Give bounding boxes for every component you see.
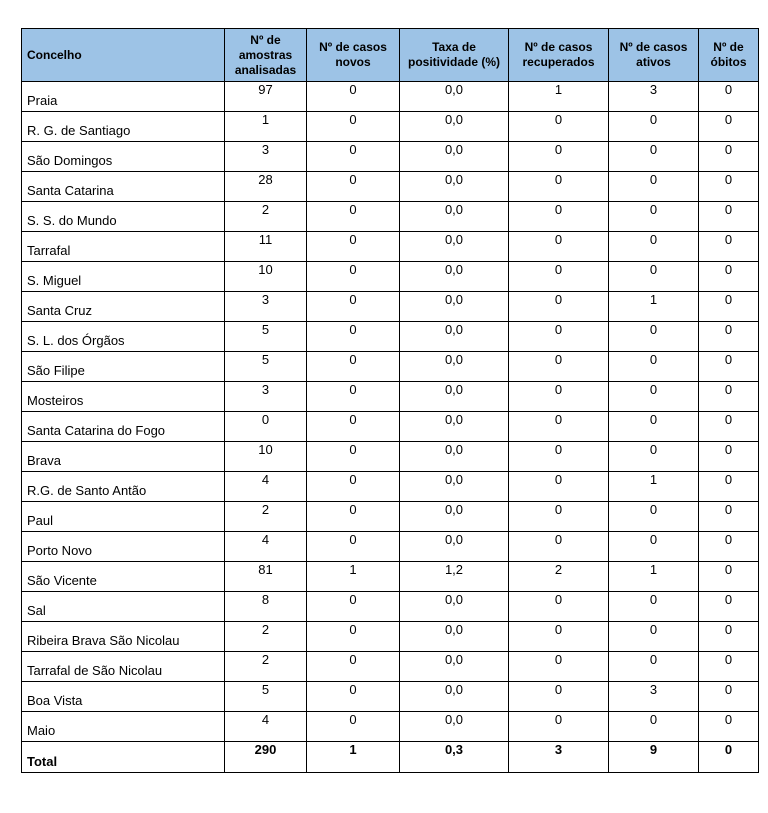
cell-taxa-positividade: 0,0 <box>400 502 509 532</box>
table-header <box>22 29 759 82</box>
cell-casos-recuperados: 0 <box>509 232 609 262</box>
cell-casos-ativos: 1 <box>609 292 699 322</box>
cell-amostras: 0 <box>225 412 307 442</box>
table-row <box>22 562 759 592</box>
cell-casos-recuperados: 0 <box>509 172 609 202</box>
cell-casos-novos: 0 <box>307 682 400 712</box>
cell-casos-recuperados: 0 <box>509 412 609 442</box>
cell-casos-ativos: 0 <box>609 352 699 382</box>
table-row <box>22 322 759 352</box>
header-casos-recuperados: Nº de casos recuperados <box>509 29 609 82</box>
total-cell-casos-ativos: 9 <box>609 742 699 773</box>
cell-obitos: 0 <box>699 712 759 742</box>
cell-obitos: 0 <box>699 382 759 412</box>
table-row <box>22 232 759 262</box>
table-row <box>22 592 759 622</box>
cell-casos-novos: 0 <box>307 382 400 412</box>
table-row <box>22 82 759 112</box>
cell-concelho: São Domingos <box>22 142 225 172</box>
table-row <box>22 502 759 532</box>
cell-casos-novos: 0 <box>307 712 400 742</box>
cell-casos-recuperados: 0 <box>509 322 609 352</box>
table-row <box>22 202 759 232</box>
cell-casos-ativos: 0 <box>609 412 699 442</box>
cell-taxa-positividade: 0,0 <box>400 292 509 322</box>
cell-casos-recuperados: 0 <box>509 592 609 622</box>
cell-taxa-positividade: 0,0 <box>400 262 509 292</box>
cell-casos-recuperados: 0 <box>509 502 609 532</box>
cell-taxa-positividade: 0,0 <box>400 472 509 502</box>
cell-obitos: 0 <box>699 352 759 382</box>
covid-table <box>21 28 759 773</box>
cell-obitos: 0 <box>699 652 759 682</box>
cell-casos-ativos: 0 <box>609 172 699 202</box>
cell-amostras: 5 <box>225 352 307 382</box>
header-casos-ativos: Nº de casos ativos <box>609 29 699 82</box>
cell-concelho: Santa Catarina do Fogo <box>22 412 225 442</box>
total-cell-casos-novos: 1 <box>307 742 400 773</box>
cell-casos-ativos: 3 <box>609 82 699 112</box>
cell-concelho: Brava <box>22 442 225 472</box>
cell-casos-novos: 0 <box>307 172 400 202</box>
cell-concelho: Tarrafal de São Nicolau <box>22 652 225 682</box>
cell-amostras: 2 <box>225 622 307 652</box>
cell-obitos: 0 <box>699 592 759 622</box>
cell-amostras: 97 <box>225 82 307 112</box>
cell-concelho: S. Miguel <box>22 262 225 292</box>
cell-obitos: 0 <box>699 82 759 112</box>
cell-casos-recuperados: 0 <box>509 682 609 712</box>
cell-casos-recuperados: 0 <box>509 292 609 322</box>
cell-concelho: São Vicente <box>22 562 225 592</box>
cell-amostras: 10 <box>225 442 307 472</box>
cell-taxa-positividade: 1,2 <box>400 562 509 592</box>
cell-casos-novos: 0 <box>307 592 400 622</box>
cell-casos-ativos: 0 <box>609 652 699 682</box>
cell-amostras: 81 <box>225 562 307 592</box>
cell-casos-novos: 0 <box>307 322 400 352</box>
header-obitos: Nº de óbitos <box>699 29 759 82</box>
cell-concelho: R. G. de Santiago <box>22 112 225 142</box>
table-row <box>22 382 759 412</box>
cell-casos-recuperados: 0 <box>509 442 609 472</box>
cell-casos-novos: 0 <box>307 352 400 382</box>
header-taxa-positividade: Taxa de positividade (%) <box>400 29 509 82</box>
cell-concelho: Ribeira Brava São Nicolau <box>22 622 225 652</box>
cell-amostras: 5 <box>225 322 307 352</box>
cell-casos-novos: 0 <box>307 292 400 322</box>
cell-taxa-positividade: 0,0 <box>400 352 509 382</box>
cell-concelho: Tarrafal <box>22 232 225 262</box>
cell-taxa-positividade: 0,0 <box>400 412 509 442</box>
cell-amostras: 4 <box>225 472 307 502</box>
cell-amostras: 28 <box>225 172 307 202</box>
cell-casos-ativos: 0 <box>609 592 699 622</box>
cell-casos-ativos: 0 <box>609 232 699 262</box>
cell-amostras: 5 <box>225 682 307 712</box>
header-amostras: Nº de amostras analisadas <box>225 29 307 82</box>
cell-casos-ativos: 0 <box>609 142 699 172</box>
table-row <box>22 652 759 682</box>
table-body <box>22 82 759 773</box>
cell-amostras: 10 <box>225 262 307 292</box>
cell-casos-recuperados: 0 <box>509 112 609 142</box>
cell-concelho: R.G. de Santo Antão <box>22 472 225 502</box>
cell-casos-recuperados: 0 <box>509 532 609 562</box>
cell-casos-ativos: 1 <box>609 472 699 502</box>
cell-taxa-positividade: 0,0 <box>400 592 509 622</box>
cell-casos-recuperados: 2 <box>509 562 609 592</box>
cell-casos-novos: 0 <box>307 442 400 472</box>
cell-casos-novos: 0 <box>307 502 400 532</box>
cell-casos-ativos: 0 <box>609 202 699 232</box>
cell-obitos: 0 <box>699 442 759 472</box>
cell-taxa-positividade: 0,0 <box>400 622 509 652</box>
cell-casos-recuperados: 1 <box>509 82 609 112</box>
cell-obitos: 0 <box>699 142 759 172</box>
cell-obitos: 0 <box>699 412 759 442</box>
cell-amostras: 2 <box>225 652 307 682</box>
cell-amostras: 4 <box>225 532 307 562</box>
cell-concelho: São Filipe <box>22 352 225 382</box>
cell-concelho: S. L. dos Órgãos <box>22 322 225 352</box>
cell-casos-novos: 1 <box>307 562 400 592</box>
cell-concelho: Santa Catarina <box>22 172 225 202</box>
cell-obitos: 0 <box>699 232 759 262</box>
cell-casos-recuperados: 0 <box>509 202 609 232</box>
cell-taxa-positividade: 0,0 <box>400 82 509 112</box>
cell-obitos: 0 <box>699 172 759 202</box>
cell-concelho: Santa Cruz <box>22 292 225 322</box>
cell-obitos: 0 <box>699 502 759 532</box>
total-row <box>22 742 759 773</box>
cell-concelho: Paul <box>22 502 225 532</box>
cell-casos-ativos: 1 <box>609 562 699 592</box>
cell-taxa-positividade: 0,0 <box>400 322 509 352</box>
cell-casos-recuperados: 0 <box>509 472 609 502</box>
cell-taxa-positividade: 0,0 <box>400 442 509 472</box>
cell-obitos: 0 <box>699 202 759 232</box>
total-cell-casos-recuperados: 3 <box>509 742 609 773</box>
cell-amostras: 4 <box>225 712 307 742</box>
cell-taxa-positividade: 0,0 <box>400 652 509 682</box>
cell-obitos: 0 <box>699 472 759 502</box>
table-row <box>22 712 759 742</box>
cell-casos-novos: 0 <box>307 472 400 502</box>
cell-casos-novos: 0 <box>307 142 400 172</box>
table-row <box>22 472 759 502</box>
total-cell-concelho: Total <box>22 742 225 773</box>
cell-taxa-positividade: 0,0 <box>400 142 509 172</box>
cell-concelho: Praia <box>22 82 225 112</box>
cell-casos-novos: 0 <box>307 202 400 232</box>
cell-obitos: 0 <box>699 562 759 592</box>
cell-casos-recuperados: 0 <box>509 382 609 412</box>
cell-taxa-positividade: 0,0 <box>400 232 509 262</box>
cell-casos-ativos: 3 <box>609 682 699 712</box>
cell-taxa-positividade: 0,0 <box>400 172 509 202</box>
cell-casos-novos: 0 <box>307 262 400 292</box>
cell-taxa-positividade: 0,0 <box>400 532 509 562</box>
cell-taxa-positividade: 0,0 <box>400 712 509 742</box>
cell-obitos: 0 <box>699 682 759 712</box>
cell-casos-recuperados: 0 <box>509 352 609 382</box>
cell-obitos: 0 <box>699 112 759 142</box>
table-row <box>22 292 759 322</box>
cell-casos-ativos: 0 <box>609 502 699 532</box>
table-row <box>22 142 759 172</box>
header-concelho: Concelho <box>22 29 225 82</box>
cell-taxa-positividade: 0,0 <box>400 682 509 712</box>
cell-amostras: 3 <box>225 142 307 172</box>
cell-casos-ativos: 0 <box>609 322 699 352</box>
cell-amostras: 2 <box>225 502 307 532</box>
table-row <box>22 682 759 712</box>
table-row <box>22 262 759 292</box>
cell-concelho: Sal <box>22 592 225 622</box>
cell-casos-novos: 0 <box>307 232 400 262</box>
cell-casos-novos: 0 <box>307 652 400 682</box>
cell-casos-novos: 0 <box>307 622 400 652</box>
cell-amostras: 3 <box>225 382 307 412</box>
cell-casos-ativos: 0 <box>609 622 699 652</box>
cell-amostras: 2 <box>225 202 307 232</box>
table-row <box>22 172 759 202</box>
cell-concelho: Boa Vista <box>22 682 225 712</box>
cell-casos-recuperados: 0 <box>509 712 609 742</box>
cell-casos-novos: 0 <box>307 82 400 112</box>
cell-taxa-positividade: 0,0 <box>400 112 509 142</box>
cell-amostras: 3 <box>225 292 307 322</box>
cell-casos-ativos: 0 <box>609 712 699 742</box>
header-row <box>22 29 759 82</box>
cell-concelho: S. S. do Mundo <box>22 202 225 232</box>
cell-casos-novos: 0 <box>307 412 400 442</box>
cell-casos-recuperados: 0 <box>509 652 609 682</box>
cell-taxa-positividade: 0,0 <box>400 382 509 412</box>
cell-amostras: 11 <box>225 232 307 262</box>
cell-obitos: 0 <box>699 262 759 292</box>
cell-concelho: Mosteiros <box>22 382 225 412</box>
cell-obitos: 0 <box>699 322 759 352</box>
table-row <box>22 622 759 652</box>
cell-casos-ativos: 0 <box>609 532 699 562</box>
table-row <box>22 412 759 442</box>
table-row <box>22 112 759 142</box>
cell-amostras: 1 <box>225 112 307 142</box>
cell-casos-novos: 0 <box>307 532 400 562</box>
cell-concelho: Maio <box>22 712 225 742</box>
cell-casos-ativos: 0 <box>609 442 699 472</box>
cell-casos-ativos: 0 <box>609 262 699 292</box>
header-casos-novos: Nº de casos novos <box>307 29 400 82</box>
table-row <box>22 352 759 382</box>
cell-taxa-positividade: 0,0 <box>400 202 509 232</box>
cell-casos-ativos: 0 <box>609 112 699 142</box>
table-row <box>22 442 759 472</box>
cell-casos-recuperados: 0 <box>509 262 609 292</box>
cell-casos-ativos: 0 <box>609 382 699 412</box>
cell-concelho: Porto Novo <box>22 532 225 562</box>
cell-obitos: 0 <box>699 292 759 322</box>
cell-amostras: 8 <box>225 592 307 622</box>
cell-casos-recuperados: 0 <box>509 142 609 172</box>
cell-obitos: 0 <box>699 532 759 562</box>
cell-obitos: 0 <box>699 622 759 652</box>
total-cell-amostras: 290 <box>225 742 307 773</box>
table-row <box>22 532 759 562</box>
cell-casos-novos: 0 <box>307 112 400 142</box>
total-cell-taxa-positividade: 0,3 <box>400 742 509 773</box>
cell-casos-recuperados: 0 <box>509 622 609 652</box>
total-cell-obitos: 0 <box>699 742 759 773</box>
